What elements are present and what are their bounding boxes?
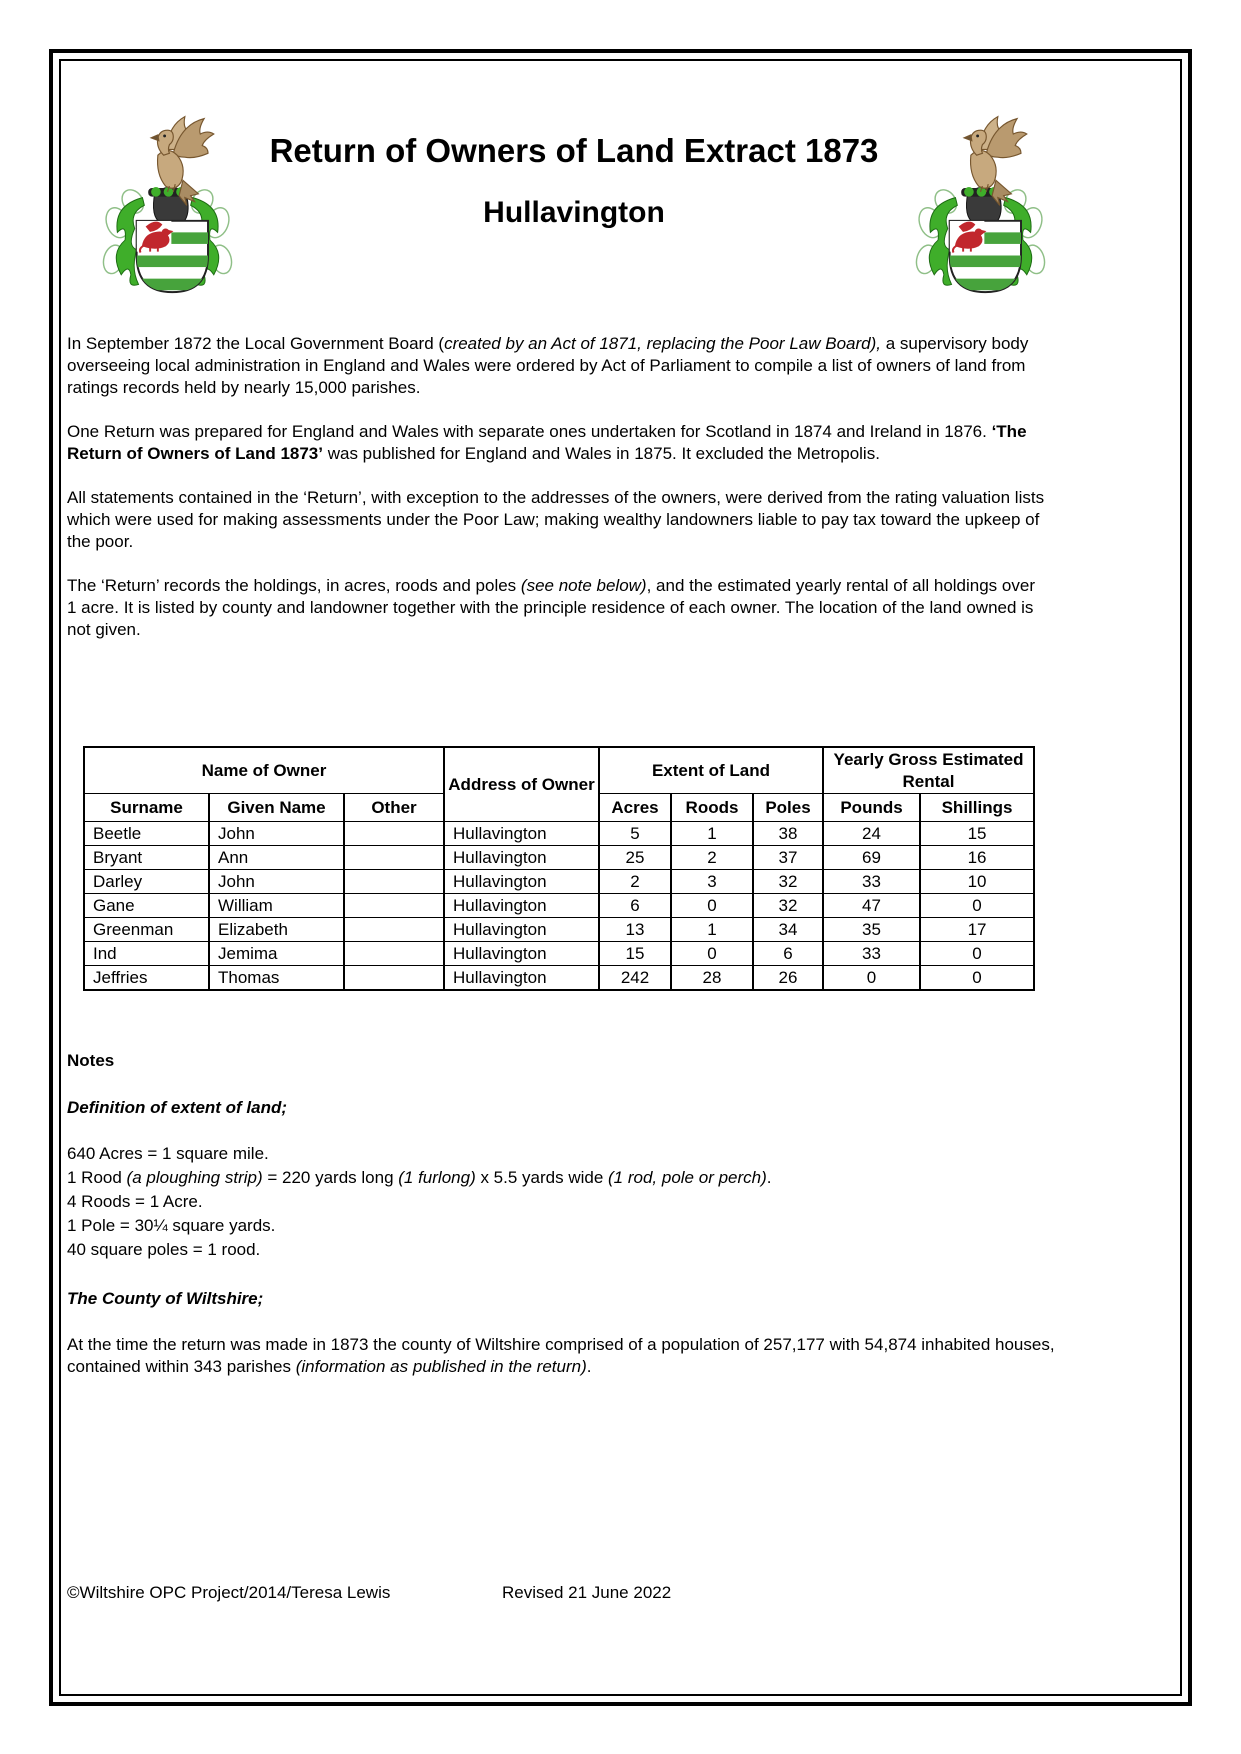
col-address-of-owner: Address of Owner bbox=[444, 747, 599, 822]
table-row bbox=[84, 846, 1034, 870]
col-pounds: Pounds bbox=[823, 794, 920, 822]
table-cell: 25 bbox=[599, 846, 671, 870]
text-run: (1 rod, pole or perch) bbox=[608, 1168, 767, 1187]
table-cell: Greenman bbox=[84, 918, 209, 942]
table-cell bbox=[344, 846, 444, 870]
table-cell: Hullavington bbox=[444, 966, 599, 991]
table-cell bbox=[344, 894, 444, 918]
text-run: In September 1872 the Local Government Board ( bbox=[67, 334, 445, 353]
intro-paragraphs bbox=[67, 333, 1047, 663]
table-row bbox=[84, 894, 1034, 918]
table-cell bbox=[344, 966, 444, 991]
table-cell: John bbox=[209, 822, 344, 846]
owners-table-body bbox=[84, 822, 1034, 991]
col-shillings: Shillings bbox=[920, 794, 1034, 822]
col-group-yearly-gross: Yearly Gross Estimated Rental bbox=[823, 747, 1034, 794]
text-run: . bbox=[586, 1357, 592, 1376]
col-given-name: Given Name bbox=[209, 794, 344, 822]
table-cell: 69 bbox=[823, 846, 920, 870]
table-cell: Bryant bbox=[84, 846, 209, 870]
table-cell: Hullavington bbox=[444, 846, 599, 870]
owners-table bbox=[83, 746, 1035, 991]
text-run: a supervisory body overseeing local administration in England and Wales were ordered by Act of Parliament to compile a list of owners of land from ratings records held by nearly 15,000 parishes. bbox=[67, 334, 1029, 397]
definition-line bbox=[67, 1166, 1057, 1190]
table-cell: Hullavington bbox=[444, 942, 599, 966]
page-subtitle: Hullavington bbox=[483, 196, 665, 229]
table-cell: 2 bbox=[599, 870, 671, 894]
table-cell: 32 bbox=[753, 894, 823, 918]
table-cell bbox=[344, 822, 444, 846]
definition-line bbox=[67, 1214, 1057, 1238]
table-cell: John bbox=[209, 870, 344, 894]
table-cell: Hullavington bbox=[444, 894, 599, 918]
text-run: At the time the return was made in 1873 the county of Wiltshire comprised of a population of 257,177 with 54,874 inhabited houses, contained within 343 parishes bbox=[67, 1335, 1055, 1376]
text-run: ‘The Return of Owners of Land 1873’ bbox=[67, 422, 1027, 463]
col-other: Other bbox=[344, 794, 444, 822]
text-run: All statements contained in the ‘Return’, with exception to the addresses of the owners, were derived from the rating valuation lists which were used for making assessments under the Poor Law; making wealthy landowners liable to pay tax toward the upkeep of the poor. bbox=[67, 488, 1045, 551]
table-cell: 16 bbox=[920, 846, 1034, 870]
county-heading: The County of Wiltshire; bbox=[67, 1289, 264, 1308]
table-cell: Ind bbox=[84, 942, 209, 966]
table-cell: Beetle bbox=[84, 822, 209, 846]
paragraph bbox=[67, 487, 1047, 553]
table-cell: 0 bbox=[671, 942, 753, 966]
text-run: x 5.5 yards wide bbox=[475, 1168, 609, 1187]
coat-of-arms-left-icon bbox=[100, 103, 235, 300]
table-cell: Thomas bbox=[209, 966, 344, 991]
table-cell bbox=[344, 918, 444, 942]
table-cell: Hullavington bbox=[444, 918, 599, 942]
table-cell: 0 bbox=[920, 966, 1034, 991]
table-cell: 5 bbox=[599, 822, 671, 846]
table-cell: 0 bbox=[823, 966, 920, 991]
col-surname: Surname bbox=[84, 794, 209, 822]
table-cell: 24 bbox=[823, 822, 920, 846]
coat-of-arms-right-icon bbox=[913, 103, 1048, 300]
text-run: (see note below) bbox=[520, 576, 647, 595]
definition-line bbox=[67, 1190, 1057, 1214]
text-run: 40 square poles = 1 rood. bbox=[67, 1240, 261, 1259]
table-cell: 37 bbox=[753, 846, 823, 870]
table-cell: Jemima bbox=[209, 942, 344, 966]
table-cell: 6 bbox=[753, 942, 823, 966]
paragraph bbox=[67, 575, 1047, 641]
table-cell: 2 bbox=[671, 846, 753, 870]
definition-heading: Definition of extent of land; bbox=[67, 1098, 288, 1117]
page-footer bbox=[67, 1583, 1067, 1607]
table-cell: 0 bbox=[920, 894, 1034, 918]
table-cell: 3 bbox=[671, 870, 753, 894]
table-cell: 242 bbox=[599, 966, 671, 991]
text-run: was published for England and Wales in 1875. It excluded the Metropolis. bbox=[323, 444, 880, 463]
table-cell: 17 bbox=[920, 918, 1034, 942]
text-run: = 220 yards long bbox=[262, 1168, 399, 1187]
text-run: The ‘Return’ records the holdings, in acres, roods and poles bbox=[67, 576, 521, 595]
text-run: One Return was prepared for England and Wales with separate ones undertaken for Scotland in 1874 and Ireland in 1876. bbox=[67, 422, 992, 441]
table-cell: William bbox=[209, 894, 344, 918]
table-cell: 13 bbox=[599, 918, 671, 942]
text-run: 640 Acres = 1 square mile. bbox=[67, 1144, 269, 1163]
table-cell: Gane bbox=[84, 894, 209, 918]
table-cell: Hullavington bbox=[444, 822, 599, 846]
county-paragraph bbox=[67, 1334, 1057, 1378]
text-run: , and the estimated yearly rental of all holdings over 1 acre. It is listed by county and landowner together with the principle residence of each owner. The location of the land owned is not given. bbox=[67, 576, 1035, 639]
paragraph bbox=[67, 333, 1047, 399]
table-cell: 38 bbox=[753, 822, 823, 846]
page-title: Return of Owners of Land Extract 1873 bbox=[269, 132, 879, 169]
definition-list bbox=[67, 1142, 1057, 1262]
table-row bbox=[84, 966, 1034, 991]
notes-section bbox=[67, 1050, 1057, 1378]
table-cell: 15 bbox=[920, 822, 1034, 846]
table-cell: 33 bbox=[823, 942, 920, 966]
table-cell bbox=[344, 942, 444, 966]
table-cell: 0 bbox=[671, 894, 753, 918]
paragraph bbox=[67, 421, 1047, 465]
table-row bbox=[84, 918, 1034, 942]
table-cell: Elizabeth bbox=[209, 918, 344, 942]
text-run: (information as published in the return) bbox=[295, 1357, 587, 1376]
table-cell: 26 bbox=[753, 966, 823, 991]
table-cell: 0 bbox=[920, 942, 1034, 966]
table-cell: 6 bbox=[599, 894, 671, 918]
table-cell: 47 bbox=[823, 894, 920, 918]
col-group-name-of-owner: Name of Owner bbox=[84, 747, 444, 794]
text-run: 4 Roods = 1 Acre. bbox=[67, 1192, 203, 1211]
table-cell: 15 bbox=[599, 942, 671, 966]
table-cell: Jeffries bbox=[84, 966, 209, 991]
table-cell: 10 bbox=[920, 870, 1034, 894]
table-cell: 1 bbox=[671, 822, 753, 846]
revised-date: Revised 21 June 2022 bbox=[502, 1583, 672, 1602]
col-group-extent-of-land: Extent of Land bbox=[599, 747, 823, 794]
table-cell: 33 bbox=[823, 870, 920, 894]
copyright-text: ©Wiltshire OPC Project/2014/Teresa Lewis bbox=[67, 1583, 391, 1602]
notes-title: Notes bbox=[67, 1051, 115, 1070]
table-cell: Ann bbox=[209, 846, 344, 870]
table-row bbox=[84, 822, 1034, 846]
text-run: 1 Pole = 30¼ square yards. bbox=[67, 1216, 276, 1235]
table-cell: Darley bbox=[84, 870, 209, 894]
table-cell bbox=[344, 870, 444, 894]
text-run: created by an Act of 1871, replacing the Poor Law Board), bbox=[444, 334, 881, 353]
table-cell: 28 bbox=[671, 966, 753, 991]
text-run: 1 Rood bbox=[67, 1168, 127, 1187]
definition-line bbox=[67, 1142, 1057, 1166]
table-cell: 1 bbox=[671, 918, 753, 942]
text-run: . bbox=[766, 1168, 772, 1187]
table-cell: 35 bbox=[823, 918, 920, 942]
col-roods: Roods bbox=[671, 794, 753, 822]
table-cell: Hullavington bbox=[444, 870, 599, 894]
table-row bbox=[84, 942, 1034, 966]
text-run: (1 furlong) bbox=[398, 1168, 476, 1187]
definition-line bbox=[67, 1238, 1057, 1262]
col-acres: Acres bbox=[599, 794, 671, 822]
text-run: (a ploughing strip) bbox=[126, 1168, 263, 1187]
col-poles: Poles bbox=[753, 794, 823, 822]
table-row bbox=[84, 870, 1034, 894]
table-cell: 34 bbox=[753, 918, 823, 942]
table-cell: 32 bbox=[753, 870, 823, 894]
